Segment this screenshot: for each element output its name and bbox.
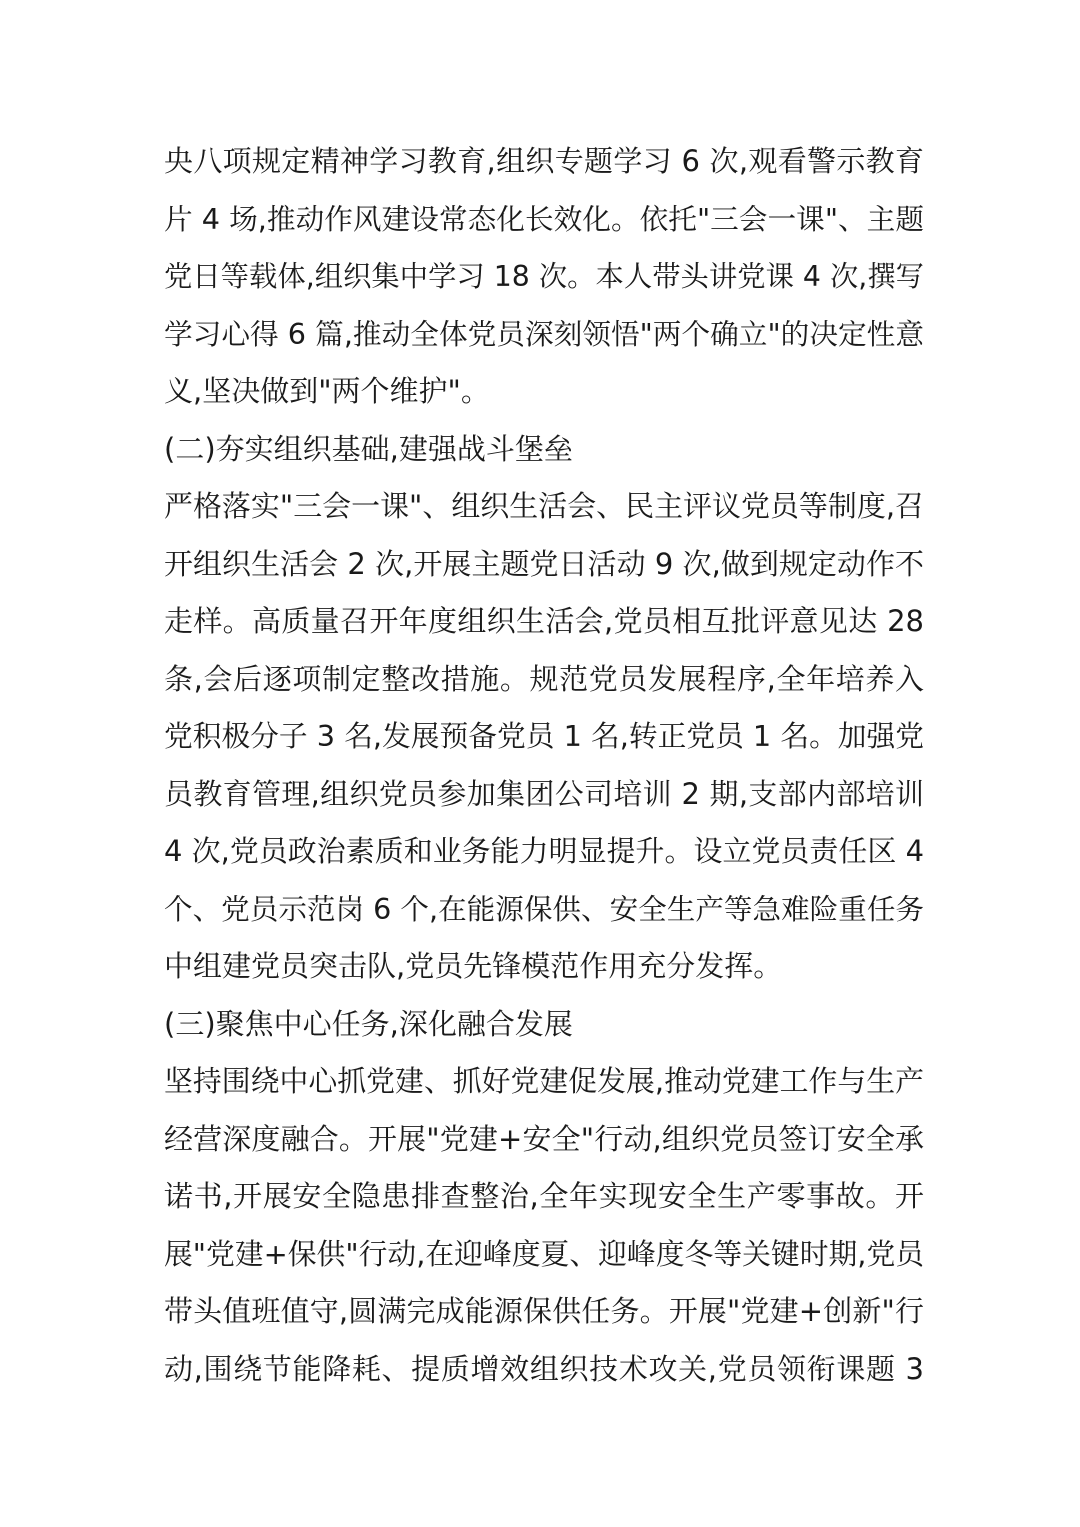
section-heading: (二)夯实组织基础,建强战斗堡垒 <box>164 431 573 466</box>
text-line: 经营深度融合。开展"党建+安全"行动,组织党员签订安全承 <box>164 1121 924 1156</box>
text-line: 走样。高质量召开年度组织生活会,党员相互批评意见达 28 <box>164 604 924 638</box>
text-line: 条,会后逐项制定整改措施。规范党员发展程序,全年培养入 <box>164 661 924 696</box>
text-line: 中组建党员突击队,党员先锋模范作用充分发挥。 <box>164 949 783 983</box>
text-line: 员教育管理,组织党员参加集团公司培训 2 期,支部内部培训 <box>164 776 924 811</box>
text-line: 央八项规定精神学习教育,组织专题学习 6 次,观看警示教育 <box>164 144 924 178</box>
text-line: 展"党建+保供"行动,在迎峰度夏、迎峰度冬等关键时期,党员 <box>164 1236 925 1271</box>
text-line: 严格落实"三会一课"、组织生活会、民主评议党员等制度,召 <box>164 489 924 523</box>
text-line: 诺书,开展安全隐患排查整治,全年实现安全生产零事故。开 <box>164 1179 924 1213</box>
text-line: 个、党员示范岗 6 个,在能源保供、安全生产等急难险重任务 <box>164 891 924 926</box>
text-line: 4 次,党员政治素质和业务能力明显提升。设立党员责任区 4 <box>164 834 924 868</box>
body-text <box>164 133 924 1398</box>
text-line: 片 4 场,推动作风建设常态化长效化。依托"三会一课"、主题 <box>164 201 924 236</box>
text-line: 动,围绕节能降耗、提质增效组织技术攻关,党员领衔课题 3 <box>164 1351 924 1386</box>
text-line: 学习心得 6 篇,推动全体党员深刻领悟"两个确立"的决定性意 <box>164 316 924 351</box>
text-line: 党日等载体,组织集中学习 18 次。本人带头讲党课 4 次,撰写 <box>164 260 924 293</box>
text-line: 义,坚决做到"两个维护"。 <box>164 374 490 408</box>
text-line: 党积极分子 3 名,发展预备党员 1 名,转正党员 1 名。加强党 <box>164 719 924 753</box>
text-line: 带头值班值守,圆满完成能源保供任务。开展"党建+创新"行 <box>164 1294 924 1328</box>
text-line: 坚持围绕中心抓党建、抓好党建促发展,推动党建工作与生产 <box>164 1064 924 1098</box>
section-heading: (三)聚焦中心任务,深化融合发展 <box>164 1006 573 1041</box>
text-line: 开组织生活会 2 次,开展主题党日活动 9 次,做到规定动作不 <box>164 546 924 581</box>
